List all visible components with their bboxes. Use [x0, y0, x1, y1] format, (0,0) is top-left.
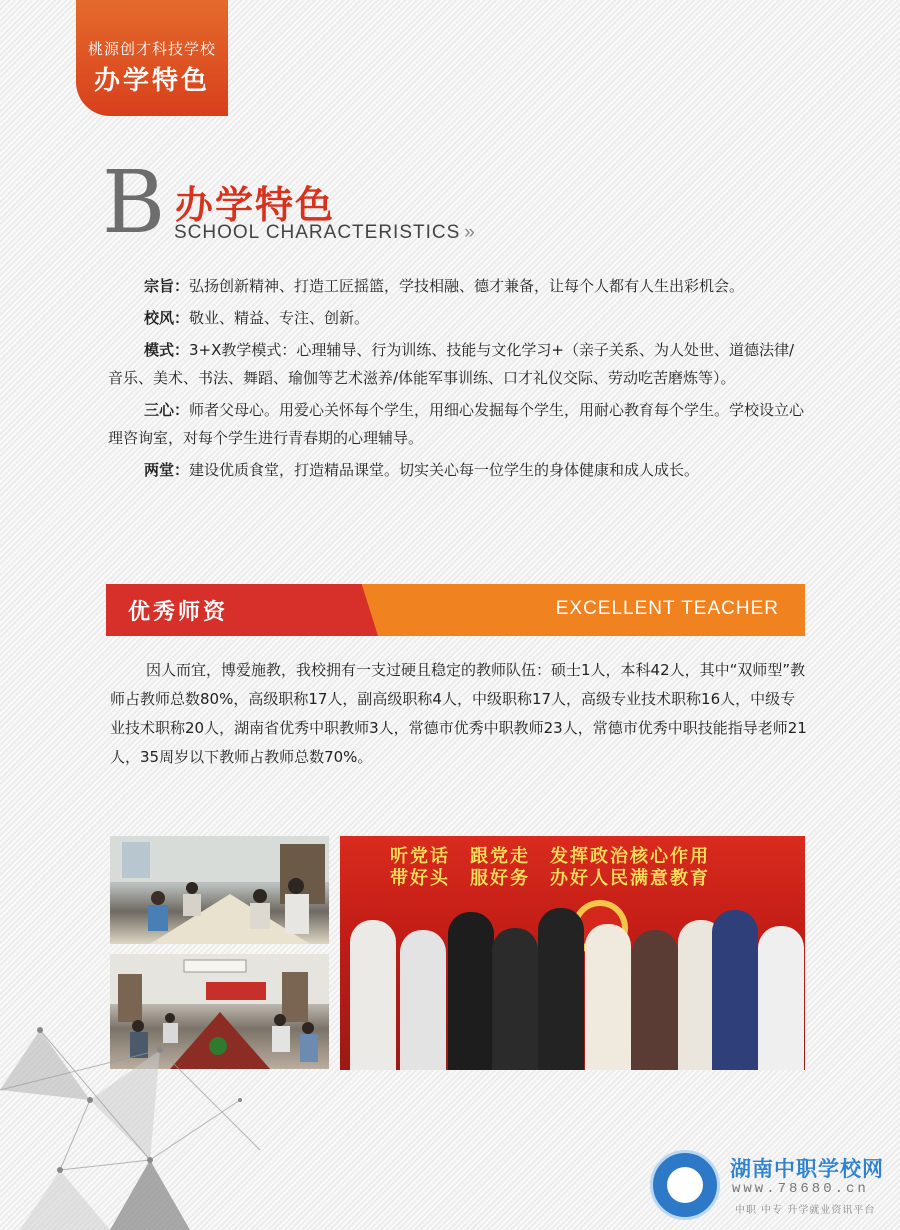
banner-slogan-line1: 听党话 跟党走 发挥政治核心作用 [390, 846, 710, 867]
feature-text: 弘扬创新精神、打造工匠摇篮，学技相融、德才兼备，让每个人都有人生出彩机会。 [189, 277, 745, 295]
feature-text: 3+X教学模式：心理辅导、行为训练、技能与文化学习+（亲子关系、为人处世、道德法律/音乐、美术、书法、舞蹈、瑜伽等艺术滋养/体能军事训练、口才礼仪交际、劳动吃苦磨炼等）。 [108, 341, 795, 387]
feature-text: 师者父母心。用爱心关怀每个学生，用细心发掘每个学生，用耐心教育每个学生。学校设立心理咨询室，对每个学生进行青春期的心理辅导。 [108, 401, 805, 447]
feature-text: 建设优质食堂，打造精品课堂。切实关心每一位学生的身体健康和成人成长。 [189, 461, 700, 479]
corner-tag-school: 桃源创才科技学校 [87, 40, 216, 58]
feature-text: 敬业、精益、专注、创新。 [189, 309, 370, 327]
footer-site-desc: 中职 中专 升学就业资讯平台 [735, 1205, 876, 1216]
feature-item [108, 456, 808, 484]
party-group-photo [340, 836, 805, 1070]
site-logo-inner [667, 1167, 703, 1203]
chevron-right-icon: » [464, 222, 476, 243]
section-title: 办学特色 [175, 183, 336, 227]
feature-key: 两堂： [144, 461, 190, 479]
person-figure [585, 924, 631, 1070]
section-subtitle-text: SCHOOL CHARACTERISTICS [174, 222, 461, 243]
person-figure [350, 920, 396, 1070]
feature-key: 宗旨： [144, 277, 190, 295]
feature-key: 三心： [144, 401, 190, 419]
person-figure [448, 912, 494, 1070]
footer-site-url: www.78680.cn [732, 1181, 869, 1197]
site-logo-icon [650, 1150, 720, 1220]
feature-key: 模式： [144, 341, 190, 359]
footer-site-name: 湖南中职学校网 [730, 1157, 884, 1181]
corner-tag-label: 办学特色 [93, 66, 210, 96]
feature-item [108, 336, 808, 392]
banner-slogan-line2: 带好头 服好务 办好人民满意教育 [390, 868, 710, 889]
meeting-photo-1-art [110, 836, 329, 944]
geometric-decoration [0, 1010, 300, 1230]
section-heading [102, 153, 582, 253]
section-subtitle [174, 222, 476, 244]
person-figure [712, 910, 758, 1070]
teacher-section-bar [106, 584, 805, 636]
person-figure [538, 908, 584, 1070]
people-row [340, 900, 805, 1070]
feature-item [108, 272, 808, 300]
person-figure [632, 930, 678, 1070]
teacher-paragraph: 因人而宜，博爱施教，我校拥有一支过硬且稳定的教师队伍：硕士1人，本科42人，其中“双师型”教师占教师总数80%，高级职称17人，副高级职称4人，中级职称17人，高级专业技术职称16人，中级专业技术职称20人，湖南省优秀中职教师3人，常德市优秀中职教师23人，常德市优秀中职技能指导老师21人，35周岁以下教师占教师总数70%。 [110, 661, 807, 766]
corner-tag [76, 0, 228, 116]
feature-item [108, 396, 808, 452]
person-figure [492, 928, 538, 1070]
feature-key: 校风： [144, 309, 190, 327]
features-list [108, 272, 808, 488]
teacher-section-title-en: EXCELLENT TEACHER [555, 598, 779, 619]
meeting-photo-1 [110, 836, 329, 944]
person-figure [758, 926, 804, 1070]
section-letter: B [102, 153, 166, 253]
feature-item [108, 304, 808, 332]
teacher-section-title: 优秀师资 [128, 600, 229, 625]
person-figure [400, 930, 446, 1070]
